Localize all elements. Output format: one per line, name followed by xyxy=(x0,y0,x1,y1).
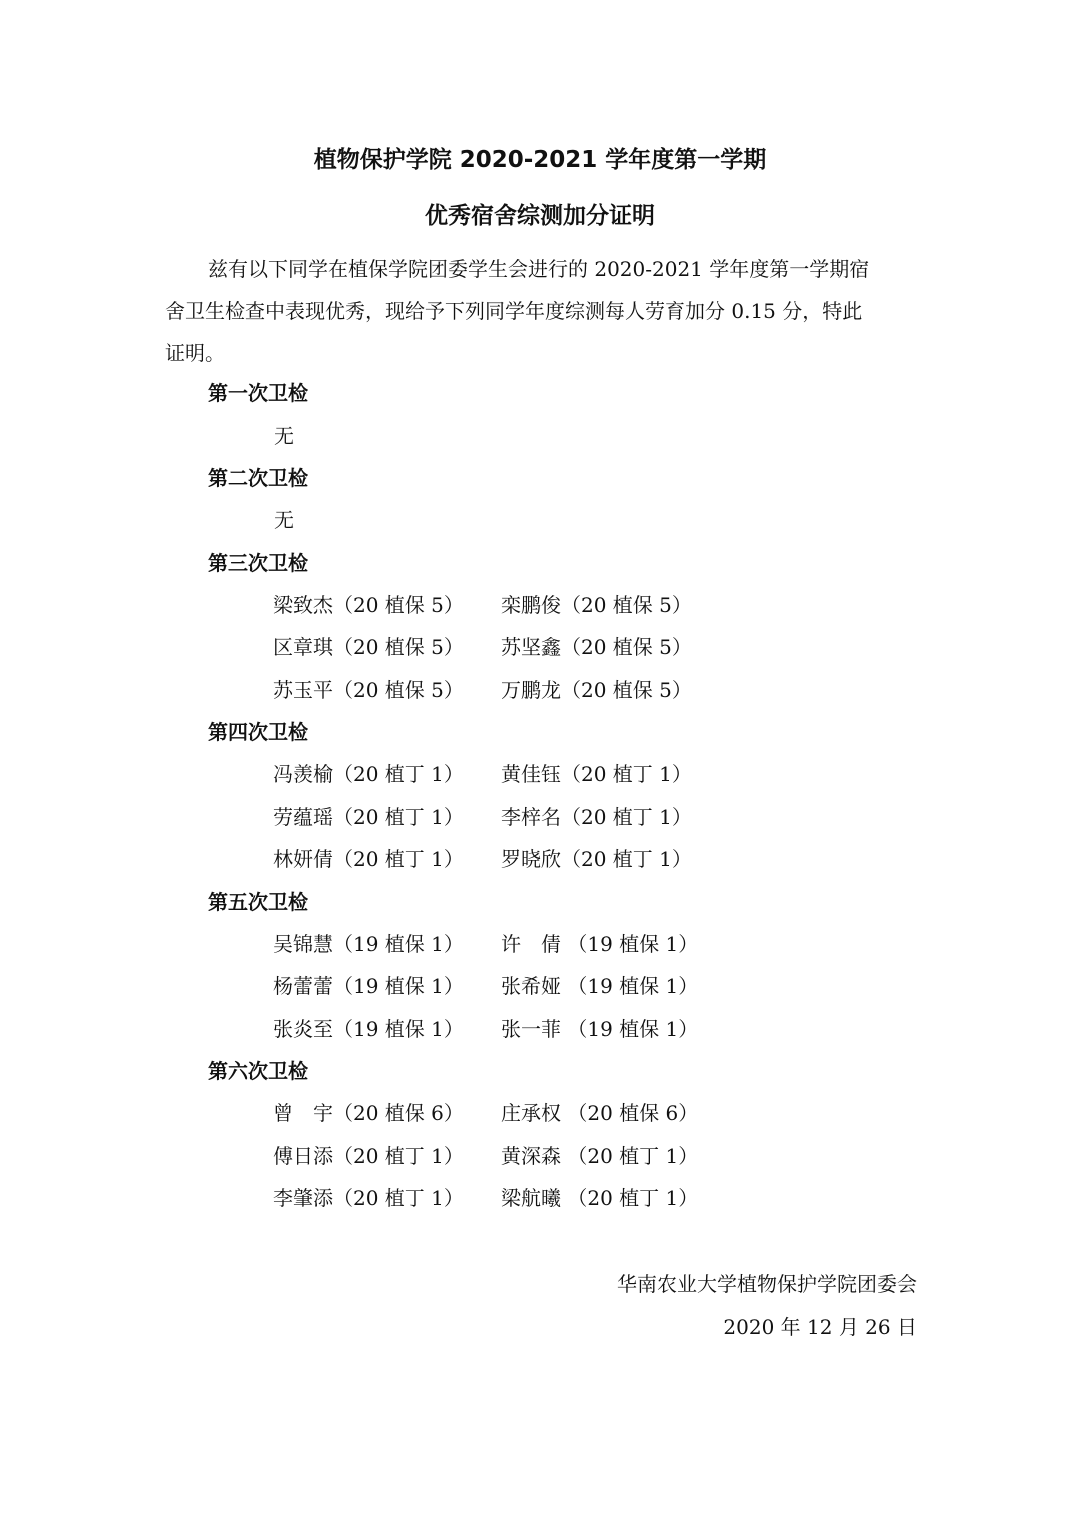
intro-line1: 兹有以下同学在植保学院团委学生会进行的 2020-2021 学年度第一学期宿 xyxy=(208,257,870,281)
student-entry: 曾 宇（20 植保 6） xyxy=(273,1101,464,1125)
student-entry: 庄承权 （20 植保 6） xyxy=(501,1101,699,1125)
section-heading-2: 第二次卫检 xyxy=(208,466,308,490)
section-heading-5: 第五次卫检 xyxy=(208,890,308,914)
section-heading-6: 第六次卫检 xyxy=(208,1059,308,1083)
document-title-line2: 优秀宿舍综测加分证明 xyxy=(425,203,655,229)
student-entry: 苏坚鑫（20 植保 5） xyxy=(501,635,692,659)
student-entry: 劳蕴瑶（20 植丁 1） xyxy=(273,805,464,829)
student-entry: 冯羡榆（20 植丁 1） xyxy=(273,762,464,786)
student-entry: 梁致杰（20 植保 5） xyxy=(273,593,464,617)
student-entry: 李梓名（20 植丁 1） xyxy=(501,805,692,829)
student-entry: 张希娅 （19 植保 1） xyxy=(501,974,699,998)
student-entry: 傅日添（20 植丁 1） xyxy=(273,1144,464,1168)
intro-line3: 证明。 xyxy=(165,341,225,365)
student-entry: 区章琪（20 植保 5） xyxy=(273,635,464,659)
student-entry: 罗晓欣（20 植丁 1） xyxy=(501,847,692,871)
student-entry: 许 倩 （19 植保 1） xyxy=(501,932,699,956)
student-entry: 黄深森 （20 植丁 1） xyxy=(501,1144,699,1168)
student-entry: 林妍倩（20 植丁 1） xyxy=(273,847,464,871)
intro-line2: 舍卫生检查中表现优秀，现给予下列同学年度综测每人劳育加分 0.15 分，特此 xyxy=(165,299,863,323)
section-heading-1: 第一次卫检 xyxy=(208,381,308,405)
student-entry: 李肇添（20 植丁 1） xyxy=(273,1186,464,1210)
student-entry: 张炎至（19 植保 1） xyxy=(273,1017,464,1041)
student-entry: 栾鹏俊（20 植保 5） xyxy=(501,593,692,617)
signature-organization: 华南农业大学植物保护学院团委会 xyxy=(617,1272,917,1296)
student-entry: 张一菲 （19 植保 1） xyxy=(501,1017,699,1041)
student-entry: 苏玉平（20 植保 5） xyxy=(273,678,464,702)
section-2-none: 无 xyxy=(274,508,294,532)
signature-date: 2020 年 12 月 26 日 xyxy=(723,1315,917,1339)
section-1-none: 无 xyxy=(274,424,294,448)
section-heading-3: 第三次卫检 xyxy=(208,551,308,575)
student-entry: 黄佳钰（20 植丁 1） xyxy=(501,762,692,786)
student-entry: 吴锦慧（19 植保 1） xyxy=(273,932,464,956)
document-title-line1: 植物保护学院 2020-2021 学年度第一学期 xyxy=(313,147,767,173)
student-entry: 梁航曦 （20 植丁 1） xyxy=(501,1186,699,1210)
student-entry: 万鹏龙（20 植保 5） xyxy=(501,678,692,702)
section-heading-4: 第四次卫检 xyxy=(208,720,308,744)
student-entry: 杨蕾蕾（19 植保 1） xyxy=(273,974,464,998)
